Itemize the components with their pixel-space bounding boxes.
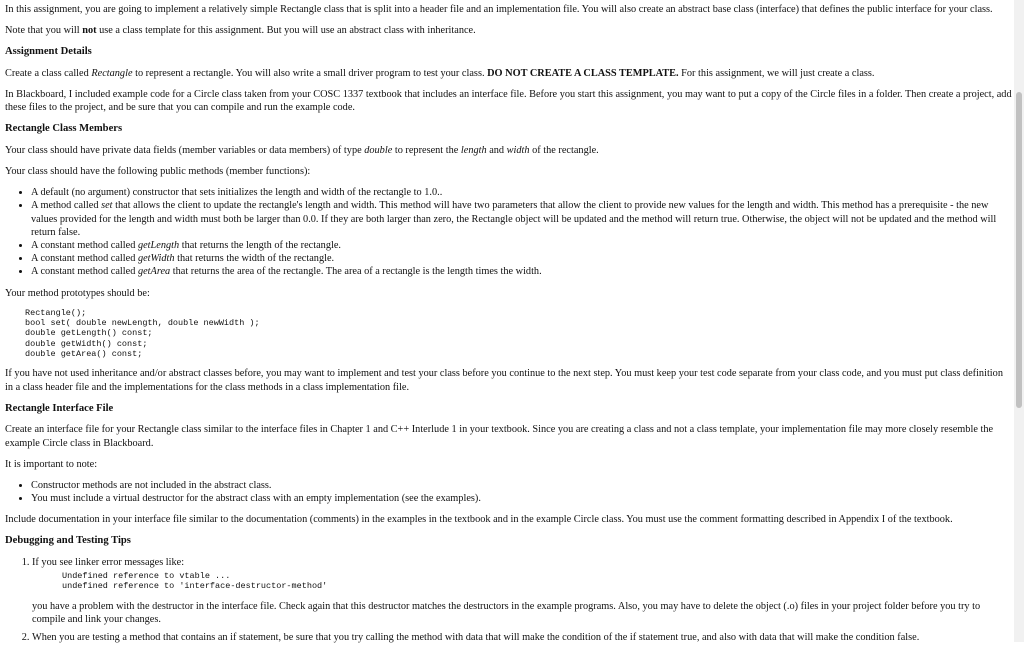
members-paragraph-2: Your class should have the following public methods (member functions): — [5, 166, 311, 178]
members-paragraph-4: If you have not used inheritance and/or abstract classes before, you may want to implement and test your class before you continue to the next step. You must keep your test code separate from your class code, and you must put class definition in a class header file and the implementations for the class methods in a class implementation file. — [5, 368, 1003, 393]
assignment-details-heading: Assignment Details — [5, 46, 92, 58]
list-item: 1. If you see linker error messages like: Undefined reference to vtable ... undefined reference to 'interface-destructor-method' you have a problem with the destructor in the interface file. Check again that this destructor matches the destructors in the example programs. Also, you may have to delete the object (.o) files in your project folder before you try to compile and link your changes. — [32, 556, 1013, 626]
list-item: • A constant method called getLength that returns the length of the rectangle. — [31, 239, 1013, 252]
interface-paragraph-2: It is important to note: — [5, 458, 98, 470]
list-item: • You must include a virtual destructor for the abstract class with an empty implementation (see the examples). — [31, 492, 1013, 505]
members-paragraph-1: Your class should have private data fields (member variables or data members) of type double to represent the length and width of the rectangle. — [5, 144, 599, 156]
list-item: • A constant method called getWidth that returns the width of the rectangle. — [31, 252, 1013, 265]
prototypes-code-block: Rectangle(); bool set( double newLength, double newWidth ); double getLength() const; double getWidth() const; double getArea() const; — [25, 307, 260, 360]
list-item: • A method called set that allows the client to update the rectangle's length and width. This method will have two parameters that allow the client to provide new values for the length and width. This method has a prerequisite - the new values provided for the length and width must both be larger than 0.0. If they are both larger than zero, the Rectangle object will be updated and the method will return true. Otherwise, the object will not be updated and the method will return false. — [31, 199, 1013, 239]
interface-notes-list — [5, 479, 1013, 505]
interface-file-heading: Rectangle Interface File — [5, 402, 114, 414]
details-paragraph-2: In Blackboard, I included example code for a Circle class taken from your COSC 1337 textbook that includes an interface file. Before you start this assignment, you may want to put a copy of the Circle files in a folder. Then create a project, add these files to the project, and be sure that you can compile and run the example code. — [5, 89, 1012, 114]
intro-paragraph: In this assignment, you are going to implement a relatively simple Rectangle class that is split into a header file and an implementation file. You will also create an abstract base class (interface) that defines the public interface for your class. — [5, 4, 993, 15]
intro-note: Note that you will not use a class template for this assignment. But you will use an abstract class with inheritance. — [5, 25, 476, 37]
list-item: • A default (no argument) constructor that sets initializes the length and width of the rectangle to 1.0.. — [31, 186, 1013, 199]
class-members-heading: Rectangle Class Members — [5, 123, 123, 135]
list-item: • Constructor methods are not included in the abstract class. — [31, 479, 1013, 492]
list-item: • A constant method called getArea that returns the area of the rectangle. The area of a rectangle is the length times the width. — [31, 265, 1013, 278]
scrollbar-thumb[interactable] — [1016, 92, 1022, 408]
interface-paragraph-1: Create an interface file for your Rectangle class similar to the interface files in Chapter 1 and C++ Interlude 1 in your textbook. Since you are creating a class and not a class template, your implementation file may more closely resemble the example Circle class in Blackboard. — [5, 424, 994, 449]
list-item: 2. When you are testing a method that contains an if statement, be sure that you try calling the method with data that will make the condition of the if statement true, and also with data that will make the condition false. — [32, 631, 1013, 644]
methods-list — [5, 186, 1013, 278]
linker-error-code-block: Undefined reference to vtable ... undefined reference to 'interface-destructor-method' — [62, 571, 328, 592]
interface-paragraph-3: Include documentation in your interface file similar to the documentation (comments) in the examples in the textbook and in the example Circle class. You must use the comment formatting described in Appendix I of the textbook. — [5, 514, 953, 526]
prototypes-label: Your method prototypes should be: — [5, 287, 150, 299]
details-paragraph-1: Create a class called Rectangle to represent a rectangle. You will also write a small driver program to test your class. DO NOT CREATE A CLASS TEMPLATE. For this assignment, we will just create a class. — [5, 67, 875, 79]
assignment-document — [5, 3, 1013, 649]
tips-list — [5, 556, 1013, 644]
vertical-scrollbar[interactable] — [1014, 0, 1024, 642]
debugging-heading: Debugging and Testing Tips — [5, 535, 131, 547]
